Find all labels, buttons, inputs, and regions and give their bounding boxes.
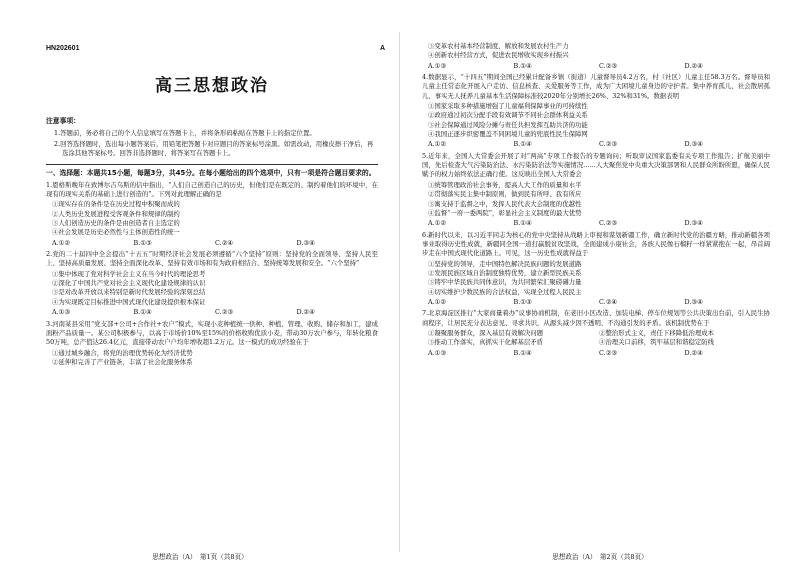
notice-heading: 注意事项：: [46, 116, 80, 125]
choice-b: B.①③: [133, 238, 152, 247]
answer-choices: [422, 62, 770, 71]
statement-option-row: [422, 338, 770, 347]
statement-option: ①集中体现了党对科学社会主义在当今时代的理论思考: [52, 269, 206, 278]
statement-option: ③社会保障通过风险分摊与责任共担发挥互助共济的功能: [428, 120, 588, 129]
statement-option: ③推动工作落实，真抓实干化解基层矛盾: [428, 338, 544, 347]
choice-d: D.②④: [684, 61, 703, 70]
choice-d: D.③④: [684, 297, 703, 306]
choice-a: A.①②: [428, 140, 447, 149]
question-6: [422, 231, 770, 308]
statement-option: ④监督“一府一委两院”，彰显社会主义制度的最大优势: [428, 208, 582, 217]
statement-option: ③铸牢中华民族共同体意识，为共同繁荣汇聚磅礴力量: [428, 278, 582, 287]
question-5: [422, 152, 770, 229]
question-stem: 5.近年来，全国人大常委会开展了对“两高”专项工作报告的专题询问；听取审议国家监委有关专项工作报告；扩航美丽中国，先后检查大气污染防治法、水污染防治法等实施情况……人大聚焦党中央重大决策部署和人民群众所盼所愿，确保人民赋予的权力始终依法正确行使。这反映出全国人大常委会: [422, 151, 770, 179]
statement-option: ②政府通过初次分配手段有效调节不同社会群体利益关系: [428, 111, 588, 120]
choice-c: C.②③: [599, 61, 618, 70]
statement-option: ④治理关口前移，筑牢基层和谐稳定防线: [599, 338, 715, 347]
statement-option: ①坚持党的领导，走中国特色解决民族问题的发展道路: [428, 259, 582, 268]
statement-option: ①通过城乡融合，将党的治理优势转化为经济优势: [52, 348, 193, 357]
choice-a: A.①③: [52, 308, 71, 317]
page-footer-right: 思想政治（A） 第2页（共8页）: [552, 553, 648, 561]
choice-d: D.③④: [684, 140, 703, 149]
choice-a: A.①②: [428, 219, 447, 228]
choice-c: C.②③: [599, 219, 618, 228]
statement-option: ④创新农村经营方式，促进农民增收实现乡村振兴: [428, 51, 569, 60]
choice-c: C.②④: [599, 297, 618, 306]
statement-option: ②深化了中国共产党对社会主义现代化建设规律的认识: [52, 279, 206, 288]
question-3: [46, 320, 378, 368]
question-4: [422, 73, 770, 150]
choice-d: D.③④: [684, 219, 703, 228]
choice-b: B.①④: [513, 140, 532, 149]
choice-d: D.②④: [296, 308, 315, 317]
exam-code: HN202601: [46, 45, 80, 52]
statement-option: ①凝聚服务群众，深入基层有效解决问题: [428, 328, 544, 337]
question-stem: 6.新时代以来，以习近平同志为核心的党中央坚持从战略上审视和谋划新疆工作，确立新时代党的治疆方略，推动新疆各项事业取得历史性成就，新疆同全国一道打赢脱贫攻坚战，全面建成小康社会，各族人民像石榴籽一样紧紧抱在一起，昂首阔步走在中国式现代化道路上。可见，这一历史性成就得益于: [422, 230, 770, 258]
statement-option: ①国家采取多种措施增强了儿童福利保障事业的可持续性: [428, 102, 588, 111]
choice-a: A.①③: [428, 61, 447, 70]
choice-b: B.①④: [513, 219, 532, 228]
answer-choices: [422, 219, 770, 228]
answer-choices: [422, 140, 770, 149]
statement-option: ②延伸和完善了产业链条，丰富了社会化服务体系: [52, 357, 193, 366]
question-stem: 2.党的二十届四中全会提出“十五五”时期经济社会发展必须遵循“六个坚持”原则：坚持党的全面领导、坚持人民至上、坚持高质量发展、坚持全面深化改革、坚持有效市场和有为政府相结合、坚持统筹发展和安全。“六个坚持”: [46, 250, 378, 268]
statement-option: ④为实现既定目标推进中国式现代化建设提供根本保证: [52, 297, 206, 306]
statement-option: ②发展民族区域自治制度独特优势，建立新型民族关系: [428, 268, 582, 277]
choice-c: C.②③: [599, 348, 618, 357]
notice-item: 2.回答选择题时，选出每小题答案后，用铅笔把答题卡对应题目的答案标号涂黑。如需改动，用橡皮擦干净后，再选涂其他答案标号。回答非选择题时，将答案写在答题卡上。: [54, 140, 374, 158]
answer-choices: [422, 349, 770, 358]
divider-line: [46, 164, 378, 165]
answer-choices: [46, 239, 378, 248]
right-page: [400, 0, 800, 579]
answer-choices: [46, 308, 378, 317]
choice-b: B.①④: [133, 308, 152, 317]
answer-choices: [422, 298, 770, 307]
choice-c: C.②④: [215, 238, 234, 247]
choice-c: C.②③: [215, 308, 234, 317]
statement-option: ①现实存在的条件是在历史过程中积聚而成的: [52, 200, 180, 209]
question-stem: 3.河南某县采用“党支部+公司+合作社+农户”模式，实现小麦种植统一供种、种植、管理、收购、储存和加工，建成面粉产品质量一。某公司积极参与，以高于市场价10%至15%的价格收购优质小麦，带动30万农户参与，年转化粮食50万吨，总产值达26.4亿元，直接带动农户户均年增收超1.2万元。这一模式的成功经验在于: [46, 319, 378, 347]
choice-a: A.①②: [52, 238, 71, 247]
statement-option: ①统筹管理政治社会事务，提高人大工作的质量和水平: [428, 180, 582, 189]
statement-option: ②人类历史发展进程受客观条件和规律的制约: [52, 209, 180, 218]
choice-a: A.①③: [428, 348, 447, 357]
question-stem: 4.数据显示，“十四五”期间全国已经累计配备乡镇（街道）儿童督导员4.2万名，村（社区）儿童主任58.3万名。督导员和儿童主任常态化开展入户走访、信息核查、关爱服务等工作，成为广大困境儿童身边的守护者。集中养育孤儿、社会散居孤儿、事实无人抚养儿童基本生活保障标准较2020年分别增长26%、32%和31%。数据表明: [422, 73, 770, 100]
question-stem: 7.北京海淀区推行“大家商量着办”议事协商机制，在老旧小区改造、加装电梯、停车位规划等公共决策出台前，引入民生协商程序，让居民充分表达意见、寻求共识，从源头减少因不透明、不沟通引发的矛盾。该机制优势在于: [422, 309, 770, 327]
statement-option: ④社会发展是历史必然性与主体创造性的统一: [52, 228, 180, 237]
paper-type: A: [380, 45, 386, 52]
statement-option: ②贯彻落实民主集中制原则，做到民有所呼、我有所应: [428, 190, 582, 199]
statement-option: ③寓支持于监督之中，发挥人民代表大会制度的优越性: [428, 199, 582, 208]
question-stem: 1.恩格斯晚年在致博尔吉乌斯的信中指出，“人们自己创造自己的历史，但他们是在既定的、制约着他们的环境中，在现有的现实关系的基础上进行创造的”。下列对此理解正确的是: [46, 180, 378, 199]
choice-d: D.③④: [296, 238, 315, 247]
notice-item: 1.答题前，务必将自己的个人信息填写在答题卡上，并将条形码粘贴在答题卡上的指定位置。: [54, 128, 316, 137]
statement-option: ③人们创造历史的条件是由创造者自主选定的: [52, 219, 180, 228]
page-footer-left: 思想政治（A） 第1页（共8页）: [152, 553, 248, 561]
statement-option: ③是对改革开放以来特别是新时代发展经验的深刻总结: [52, 288, 206, 297]
statement-option: ④我国正逐步织密覆盖不同困境儿童的兜底性民生保障网: [428, 130, 588, 139]
choice-a: A.①②: [428, 297, 447, 306]
choice-b: B.①④: [513, 348, 532, 357]
exam-title: 高三思想政治: [155, 76, 269, 96]
statement-option: ④切实维护少数民族的合法权益，实现全过程人民民主: [428, 287, 582, 296]
choice-c: C.②③: [599, 140, 618, 149]
question-3-continued: [422, 42, 770, 71]
section-title: 一、选择题：本题共15小题，每题3分，共45分。在每小题给出的四个选项中，只有一项是符合题目要求的。: [46, 168, 376, 177]
question-1: [46, 181, 378, 248]
statement-option: ③变革农村基本经营制度，解放和发展农村生产力: [428, 42, 569, 50]
choice-b: B.①③: [513, 297, 532, 306]
choice-d: D.②④: [684, 348, 703, 357]
choice-b: B.①④: [513, 61, 532, 70]
statement-option: ②整治形式主义，责任下移降低治理成本: [599, 328, 715, 337]
question-2: [46, 250, 378, 317]
question-7: [422, 309, 770, 358]
notice-block: [46, 117, 378, 159]
statement-option-row: [422, 329, 770, 338]
